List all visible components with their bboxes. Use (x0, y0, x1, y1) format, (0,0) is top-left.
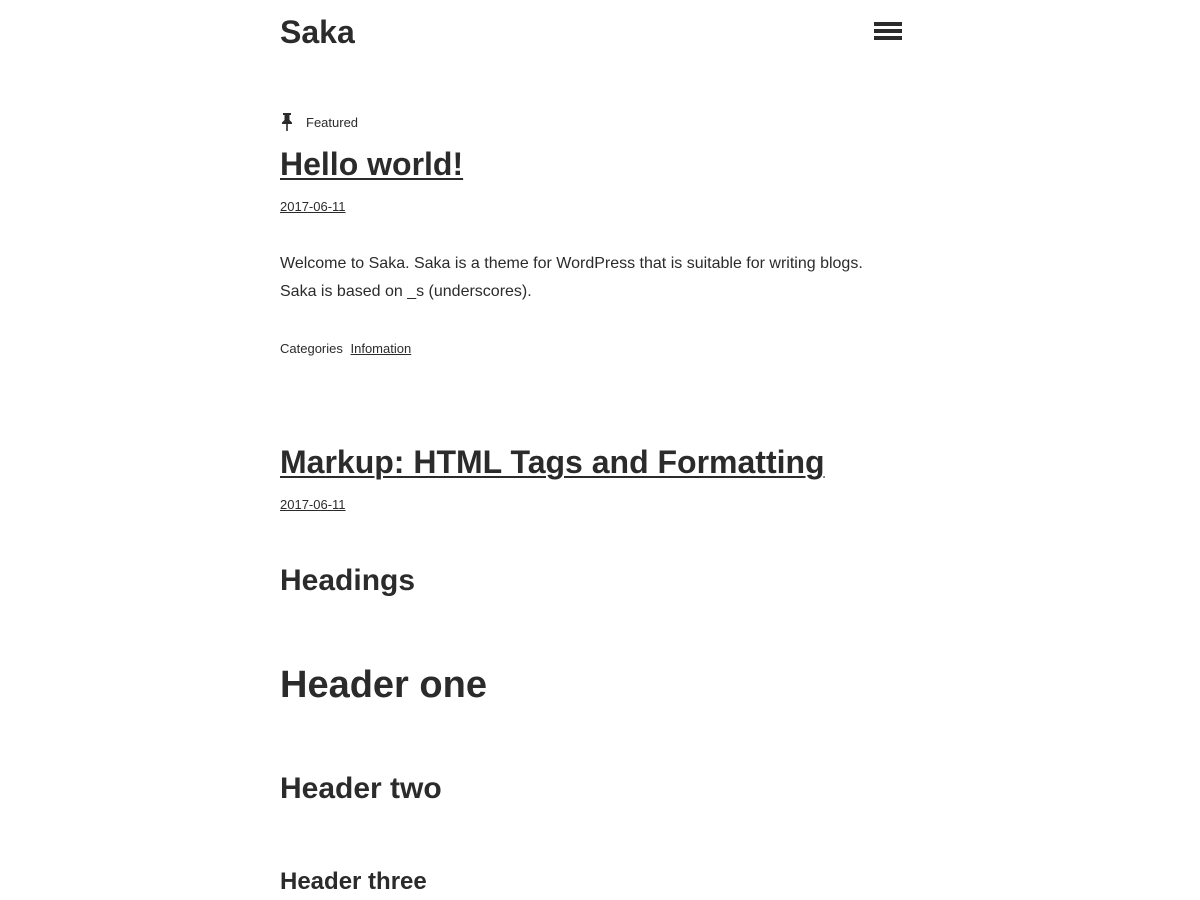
featured-label (280, 112, 358, 132)
content-header-one: Header one (280, 664, 487, 706)
content-header-two: Header two (280, 772, 442, 805)
site-title[interactable]: Saka (280, 14, 355, 50)
pin-icon (280, 112, 294, 132)
categories-label: Categories (280, 341, 343, 356)
post-date[interactable]: 2017-06-11 (280, 497, 346, 512)
post-date[interactable]: 2017-06-11 (280, 199, 346, 214)
post-excerpt: Welcome to Saka. Saka is a theme for WordPress that is suitable for writing blogs. Saka is based on _s (underscores). (280, 255, 863, 300)
menu-toggle-button[interactable] (870, 18, 906, 46)
post-title-markup[interactable]: Markup: HTML Tags and Formatting (280, 444, 825, 480)
content-heading-headings: Headings (280, 564, 416, 597)
category-link-infomation[interactable]: Infomation (350, 341, 412, 356)
post-title-hello-world[interactable]: Hello world! (280, 146, 464, 182)
featured-text: Featured (306, 114, 359, 130)
post-categories (280, 340, 411, 358)
content-header-three: Header three (280, 868, 427, 895)
